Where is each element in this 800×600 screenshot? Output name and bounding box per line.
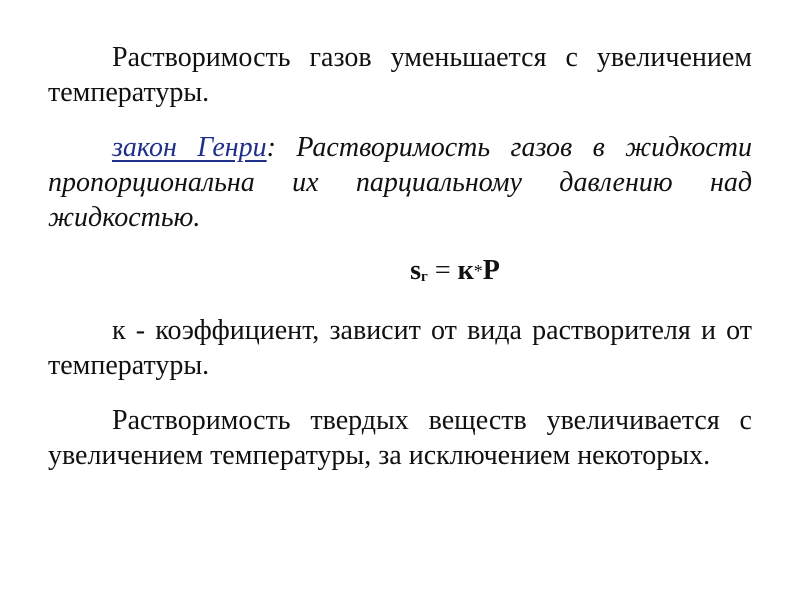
gas-solubility-paragraph: Растворимость газов уменьшается с увеличением температуры. xyxy=(48,42,752,108)
coefficient-paragraph: к - коэффициент, зависит от вида растворителя и от температуры. xyxy=(48,315,752,381)
formula-gas-subscript: г xyxy=(421,269,428,285)
slide-content xyxy=(48,40,752,484)
formula-coefficient: к xyxy=(457,255,474,286)
henry-law-colon: : xyxy=(266,132,276,163)
henry-law-definition: Растворимость газов в жидкости пропорциональна их парциальному давлению над жидкостью. xyxy=(48,132,753,233)
henry-law-formula xyxy=(48,253,752,295)
formula-pressure: P xyxy=(482,255,500,286)
formula-multiply: * xyxy=(473,261,483,281)
solid-solubility-paragraph: Растворимость твердых веществ увеличивается с увеличением температуры, за исключением некоторых. xyxy=(48,405,752,471)
henry-law-term: закон Генри xyxy=(112,132,267,163)
formula-equals: = xyxy=(427,255,458,286)
formula-solubility-symbol: s xyxy=(410,255,422,286)
henry-law-paragraph xyxy=(48,130,752,235)
